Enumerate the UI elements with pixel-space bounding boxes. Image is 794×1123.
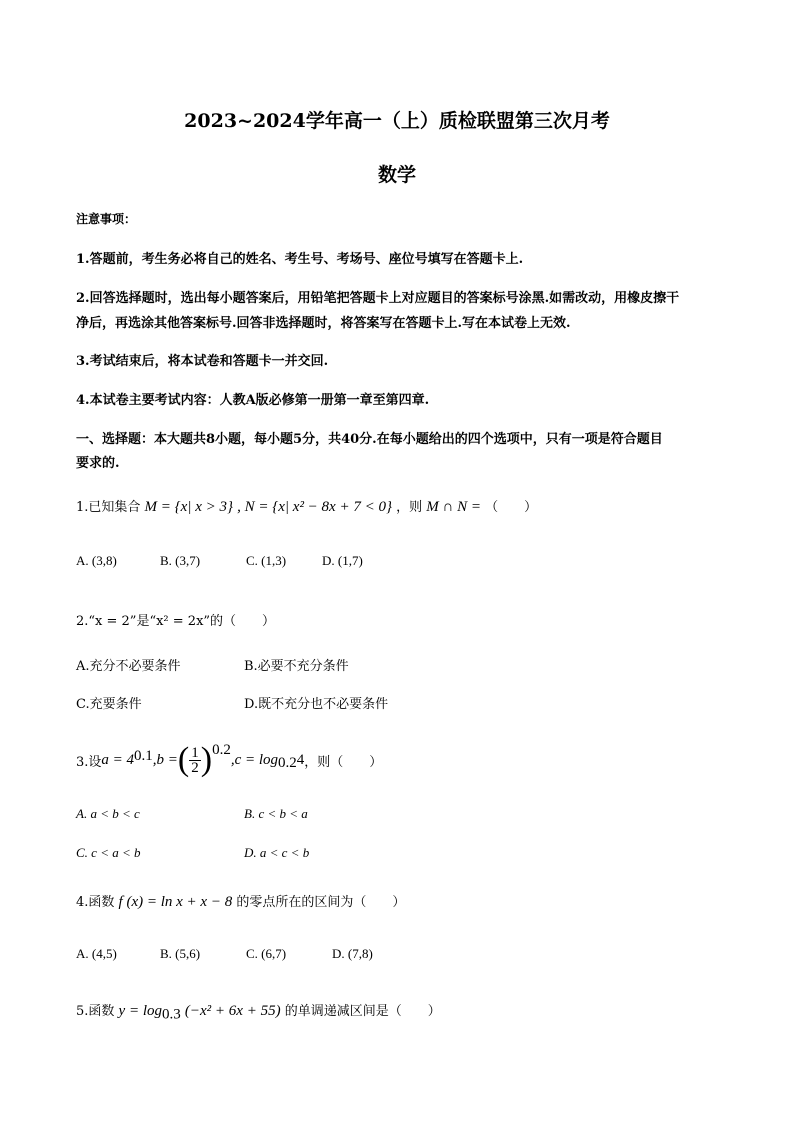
- q3-option-c: C. c < a < b: [76, 845, 141, 860]
- section-heading-cont: 要求的.: [76, 456, 120, 471]
- notice-item-1: 1.答题前，考生务必将自己的姓名、考生号、考场号、座位号填写在答题卡上.: [76, 252, 524, 267]
- q4-option-d: D. (7,8): [332, 946, 373, 961]
- q2-option-c: C.充要条件: [76, 697, 142, 712]
- question-4: [76, 891, 405, 911]
- q3-paren-left: (: [177, 741, 190, 778]
- q1-ask: ，则: [396, 500, 423, 515]
- q4-suffix: 的零点所在的区间为（ ）: [236, 895, 406, 910]
- q1-option-c: C. (1,3): [246, 553, 287, 568]
- notice-item-2: 2.回答选择题时，选出每小题答案后，用铅笔把答题卡上对应题目的答案标号涂黑.如需改动，用橡皮擦干: [76, 291, 680, 306]
- q3-option-a: A. a < b < c: [76, 806, 140, 821]
- q4-prefix: 4.函数: [76, 895, 115, 910]
- notice-item-4: 4.本试卷主要考试内容：人教A版必修第一册第一章至第四章.: [76, 393, 430, 408]
- question-3: [76, 740, 382, 780]
- q1-option-a: A. (3,8): [76, 553, 117, 568]
- section-heading: 一、选择题：本大题共8小题，每小题5分，共40分.在每小题给出的四个选项中，只有一项是符合题目: [76, 432, 663, 447]
- question-1: [76, 496, 537, 516]
- q4-option-a: A. (4,5): [76, 946, 117, 961]
- q1-option-d: D. (1,7): [322, 553, 363, 568]
- q3-frac-denominator: 2: [191, 759, 199, 776]
- q3-c: ,c = log: [230, 751, 279, 768]
- q3-suffix: ，则（ ）: [304, 754, 383, 770]
- q3-a: a = 4: [101, 751, 135, 768]
- notice-item-3: 3.考试结束后，将本试卷和答题卡一并交回.: [76, 354, 329, 369]
- q5-suffix: 的单调递减区间是（ ）: [284, 1004, 441, 1019]
- q5-base: 0.3: [162, 1006, 181, 1023]
- q3-b: ,b =: [152, 751, 178, 768]
- q3-b-exponent: 0.2: [212, 742, 231, 758]
- q4-func: f (x) = ln x + x − 8: [118, 894, 233, 910]
- q2-option-a: A.充分不必要条件: [76, 659, 181, 674]
- question-5: [76, 1000, 441, 1024]
- q5-prefix: 5.函数: [76, 1004, 115, 1019]
- notice-item-2-cont: 净后，再选涂其他答案标号.回答非选择题时，将答案写在答题卡上.写在本试卷上无效.: [76, 316, 571, 331]
- q5-arg: (−x² + 6x + 55): [184, 1003, 281, 1019]
- q4-option-c: C. (6,7): [246, 946, 287, 961]
- q3-c-base: 0.2: [278, 755, 297, 771]
- q3-paren-right: ): [200, 741, 213, 778]
- exam-title: 2023~2024学年高一（上）质检联盟第三次月考: [184, 110, 610, 132]
- q1-set-n: , N = {x| x² − 8x + 7 < 0}: [237, 499, 392, 515]
- q3-option-b: B. c < b < a: [244, 806, 308, 821]
- q1-option-b: B. (3,7): [160, 553, 201, 568]
- q5-func: y = log: [118, 1003, 162, 1019]
- q2-option-d: D.既不充分也不必要条件: [244, 697, 389, 712]
- q3-a-exponent: 0.1: [134, 748, 153, 764]
- q2-option-b: B.必要不充分条件: [244, 659, 349, 674]
- q1-prefix: 1.已知集合: [76, 500, 141, 515]
- q3-fraction: [189, 746, 201, 775]
- q1-paren: （ ）: [485, 500, 538, 515]
- q3-prefix: 3.设: [76, 754, 102, 770]
- notice-heading: 注意事项：: [76, 212, 137, 226]
- q1-expr: M ∩ N =: [426, 499, 481, 515]
- q3-c-arg: 4: [296, 751, 305, 768]
- q1-set-m: M = {x| x > 3}: [144, 499, 233, 515]
- q4-option-b: B. (5,6): [160, 946, 201, 961]
- question-2: 2.“x = 2”是“x² = 2x”的（ ）: [76, 614, 276, 629]
- subject-title: 数学: [377, 164, 416, 186]
- q3-frac-numerator: 1: [191, 744, 199, 761]
- q3-option-d: D. a < c < b: [244, 845, 310, 860]
